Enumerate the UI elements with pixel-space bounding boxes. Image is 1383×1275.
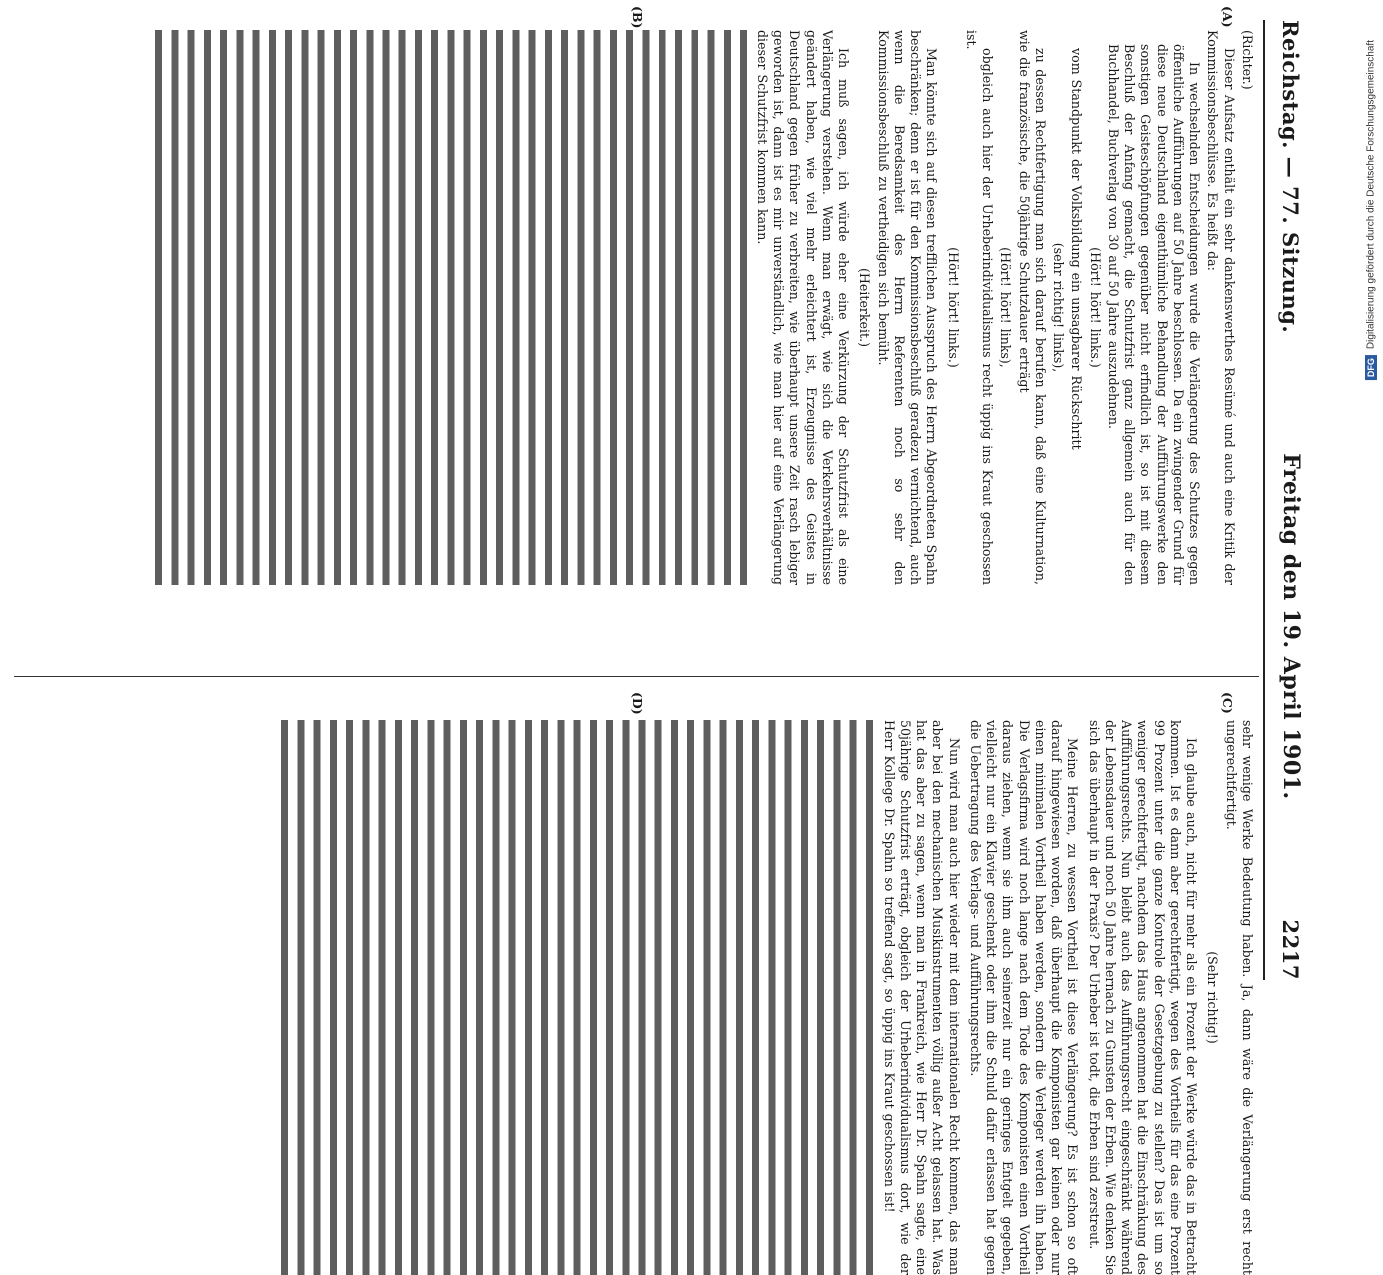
left-column bbox=[15, 30, 1255, 585]
page-header bbox=[1271, 20, 1311, 980]
paragraph: Ich muß sagen, ich würde eher eine Verkürzung der Schutzfrist als eine Verlängerung verstehen. Wenn man erwägt, wie sich die Verkehrsverhältnisse geändert haben, wie viel mehr erleichtert ist, Erzeugnisse des Geistes in Deutschland gegen früher zu verbreiten, wie überhaupt unsere Zeit rasch lebiger geworden ist, dann ist es mir unverständlich, wie man hier auf eine Verlängerung dieser Schutzfrist kommen kann. bbox=[755, 30, 852, 585]
paragraph: Man könnte sich auf diesen trefflichen Ausspruch des Herrn Abgeordneten Spahn beschränken; denn er ist für den Kommissionsbeschluß geradezu vernichtend, auch wenn die Beredsamkeit des Herrn Referenten noch so sehr den Kommissionsbeschluß zu vertheidigen sich bemüht. bbox=[875, 30, 940, 585]
dfg-logo: DFG bbox=[1365, 355, 1377, 380]
page-number: 2217 bbox=[1278, 919, 1304, 980]
remaining-text-lines bbox=[151, 30, 751, 585]
paragraph: sehr wenige Werke Bedeutung haben. Ja, dann wäre die Verlängerung erst recht ungerechtfertigt. bbox=[1223, 720, 1255, 1275]
paragraph: Nun wird man auch hier wieder mit dem internationalen Recht kommen, das man aber bei den mechanischen Musikinstrumenten völlig außer Acht gelassen hat. Was hat das aber zu sagen, wenn man in Frankreich, wie Herr Dr. Spahn sagte, eine 50jährige Schutzfrist erträgt, obgleich der Urheberindividualismus dort, wie der Herr Kollege Dr. Spahn so treffend sagt, so üppig ins Kraut geschossen ist! bbox=[881, 720, 962, 1275]
header-date: Freitag den 19. April 1901. bbox=[1278, 453, 1304, 800]
interjection: (Heiterkeit.) bbox=[857, 268, 873, 347]
paragraph: Ich glaube auch, nicht für mehr als ein Prozent der Werke würde das in Betracht kommen. Ist es dann aber gerechtfertigt, wegen des Vortheils für das eine Prozent 99 Prozent unter die ganze Kontrole der Gesetzgebung zu stellen? Das ist um so weniger gerechtfertigt, nachdem das Haus angenommen hat die Einschränkung des Aufführungsrechts. Nun bleibt auch das Aufführungsrecht eingeschränkt während der Lebensdauer und noch 50 Jahre hernach zu Gunsten der Erben. Wie denken Sie sich das überhaupt in der Praxis? Der Urheber ist todt, die Erben sind zerstreut. bbox=[1086, 720, 1200, 1275]
header-session: Reichstag. — 77. Sitzung. bbox=[1278, 20, 1304, 334]
margin-marker-c: (C) bbox=[1220, 692, 1235, 714]
interjection: (Hört! hört! links.) bbox=[1087, 247, 1103, 368]
interjection: (Hört! hört! links), bbox=[998, 247, 1014, 368]
margin-marker-d: (D) bbox=[630, 692, 645, 715]
digitization-credit bbox=[1365, 40, 1377, 380]
paragraph: zu dessen Rechtfertigung man sich darauf berufen kann, daß eine Kulturnation, wie die französische, die 50jährige Schutzdauer erträgt bbox=[1016, 30, 1048, 585]
quote-paragraph: In wechselnden Entscheidungen wurde die Verlängerung des Schutzes gegen öffentliche Aufführungen auf 50 Jahre beschlossen. Da ein zwingender Grund für diese neue Deutschland eigenthümliche Behandlung der Aufführungswerke den sonstigen Geisteschöpfungen gegenüber nicht erfindlich ist, so ist mit diesem Beschluß der Anfang gemacht, die Schutzfrist ganz allgemein auch für den Buchhandel, Buchverlag von 30 auf 50 Jahre auszudehnen. bbox=[1106, 44, 1203, 585]
margin-marker-a: (A) bbox=[1220, 6, 1235, 28]
interjection: (sehr richtig! links), bbox=[1051, 242, 1067, 373]
paragraph: Meine Herren, zu wessen Vortheil ist diese Verlängerung? Es ist schon so oft darauf hingewiesen worden, daß überhaupt die Komponisten gar keinen oder nur einen minimalen Vortheil haben werden, sondern die Verleger werden ihn haben. Die Verlagsfirma wird noch lange nach dem Tode des Komponisten einen Vortheil daraus ziehen, wenn sie ihm auch seinerzeit nur ein geringes Entgelt gegeben, vielleicht nur ein Klavier geschenkt oder ihm die Schuld dafür erlassen hat gegen die Uebertragung des Verlags- und Aufführungsrechts. bbox=[968, 720, 1081, 1275]
interjection: (Hört! hört! links.) bbox=[945, 247, 961, 368]
margin-marker-b: (B) bbox=[630, 6, 645, 29]
remaining-text-lines bbox=[278, 720, 878, 1275]
paragraph: vom Standpunkt der Volksbildung ein unsagbarer Rückschritt bbox=[1069, 48, 1085, 450]
header-rule bbox=[1263, 20, 1265, 980]
credit-text: Digitalisierung gefördert durch die Deutsche Forschungsgemeinschaft bbox=[1365, 40, 1377, 350]
column-divider bbox=[14, 676, 1259, 677]
paragraph: obgleich auch hier der Urheberindividualismus recht üppig ins Kraut geschossen ist. bbox=[964, 30, 996, 585]
right-column bbox=[15, 720, 1255, 1275]
paragraph: Dieser Aufsatz enthält ein sehr dankenswerthes Resümé und auch eine Kritik der Kommissionsbeschlüsse. Es heißt da: bbox=[1205, 30, 1237, 585]
interjection: (Sehr richtig!) bbox=[1205, 951, 1221, 1044]
speaker-label: (Richter.) bbox=[1240, 30, 1255, 90]
rotated-page bbox=[5, 0, 1325, 1275]
